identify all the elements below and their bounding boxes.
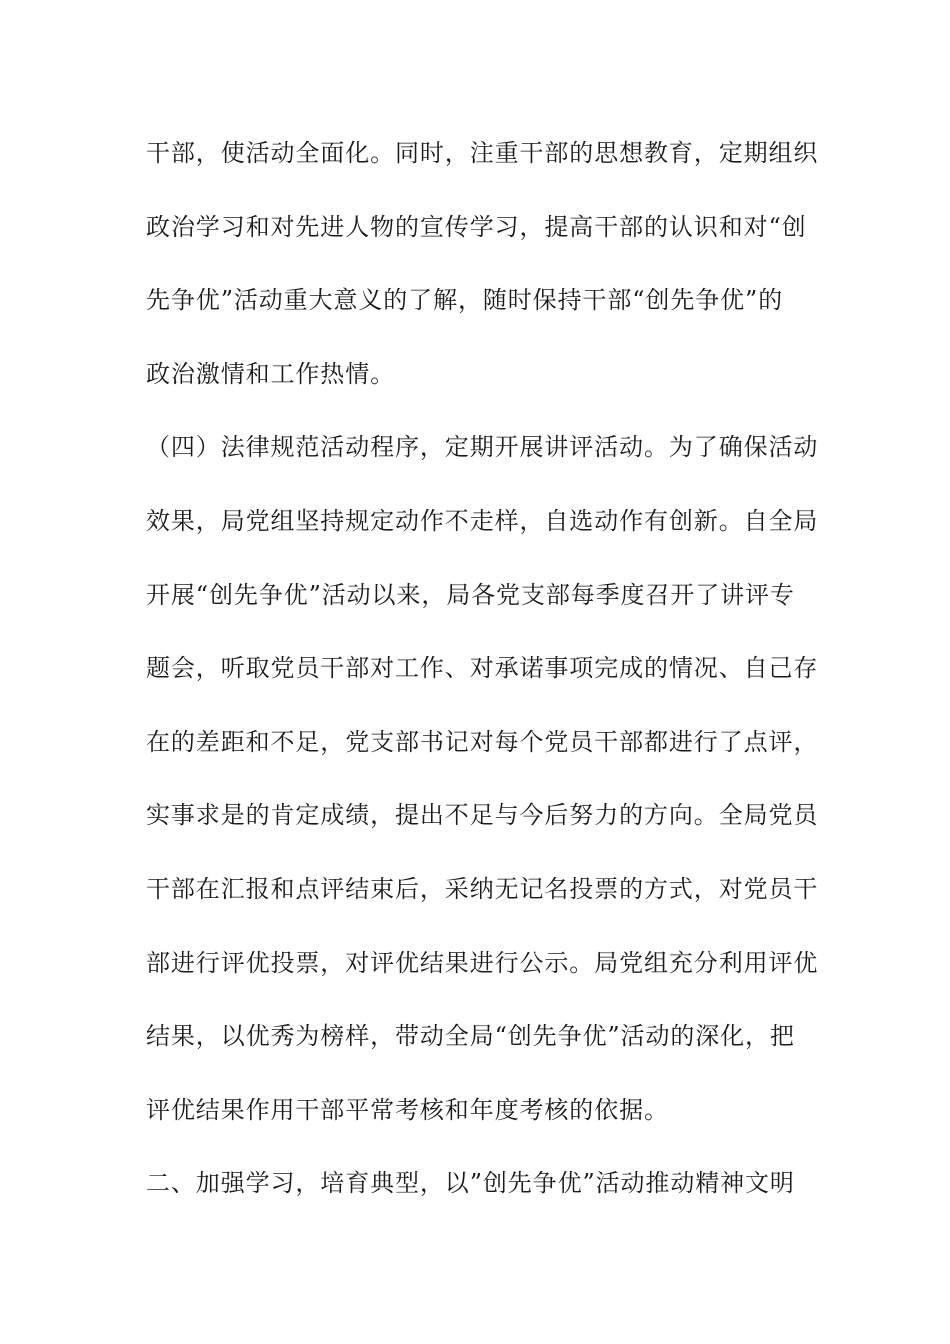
text-line: 效果，局党组坚持规定动作不走样，自选动作有创新。自全局 (146, 506, 819, 535)
text-line: 政治学习和对先进人物的宣传学习，提高干部的认识和对“创 (146, 212, 807, 241)
text-line: 政治激情和工作热情。 (146, 359, 395, 388)
document-body (146, 128, 819, 1232)
text-line: 干部，使活动全面化。同时，注重干部的思想教育，定期组织 (146, 139, 819, 167)
text-line: 先争优”活动重大意义的了解，随时保持干部“创先争优”的 (146, 286, 784, 315)
text-line: 评优结果作用干部平常考核和年度考核的依据。 (146, 1095, 669, 1124)
section-heading-line: 二、加强学习，培育典型，以”创先争优”活动推动精神文明 (146, 1169, 795, 1198)
text-line: 实事求是的肯定成绩，提出不足与今后努力的方向。全局党员 (146, 801, 819, 830)
section-heading-line: （四）法律规范活动程序，定期开展讲评活动。为了确保活动 (146, 433, 819, 462)
text-line: 题会，听取党员干部对工作、对承诺事项完成的情况、自己存 (146, 654, 819, 683)
text-line: 部进行评优投票，对评优结果进行公示。局党组充分利用评优 (146, 948, 819, 977)
text-line: 开展“创先争优”活动以来，局各党支部每季度召开了讲评专 (146, 580, 795, 609)
text-line: 干部在汇报和点评结束后，采纳无记名投票的方式，对党员干 (146, 874, 819, 903)
text-line: 结果，以优秀为榜样，带动全局“创先争优”活动的深化，把 (146, 1022, 795, 1051)
text-line: 在的差距和不足，党支部书记对每个党员干部都进行了点评， (146, 727, 819, 756)
